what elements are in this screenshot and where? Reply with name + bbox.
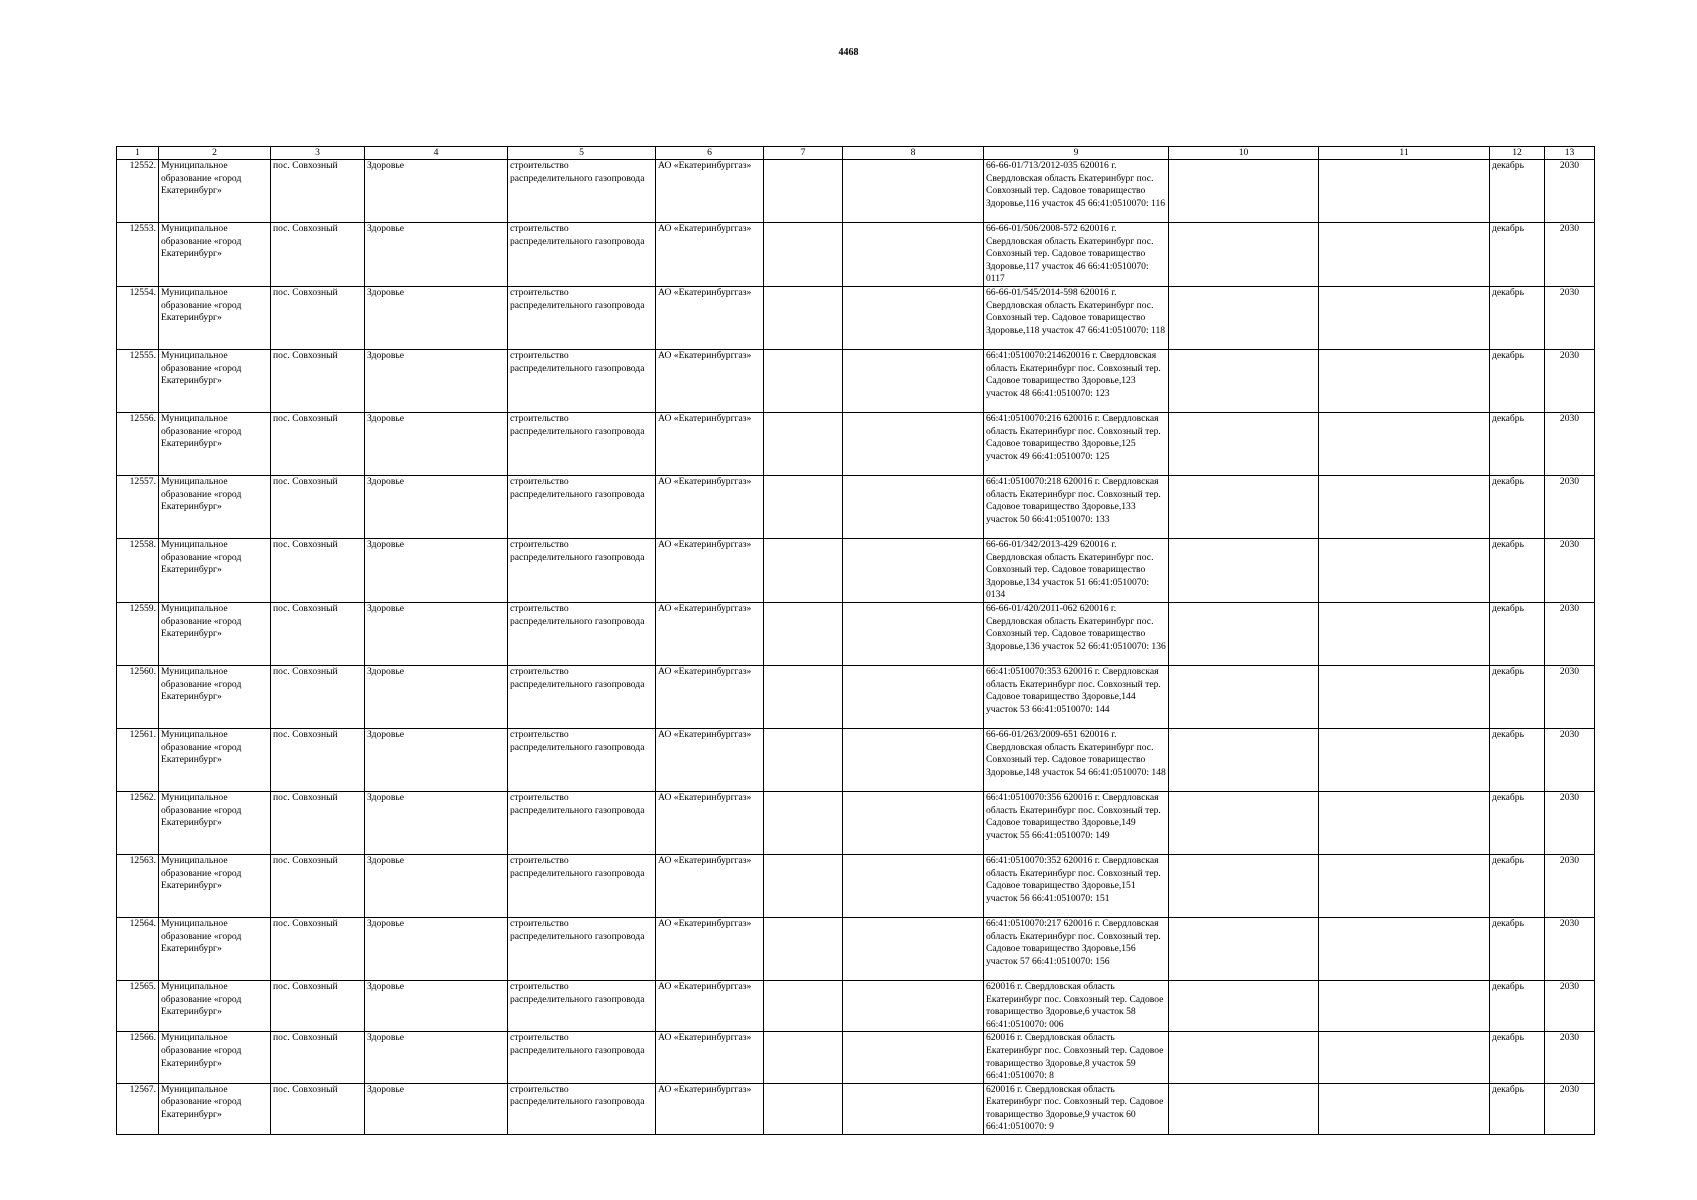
row-number-cell: 12567. (117, 1083, 159, 1134)
column-10-cell (1169, 917, 1319, 980)
cadastral-address-cell: 66:41:0510070:218 620016 г. Свердловская область Екатеринбург пос. Совхозный тер. Садовое товарищество Здоровье,133 участок 50 66:41:0510070: 133 (984, 475, 1169, 538)
column-header: 3 (271, 147, 365, 160)
municipality-cell: Муниципальное образование «город Екатеринбург» (159, 286, 271, 349)
row-number-cell: 12564. (117, 917, 159, 980)
cadastral-address-cell: 66-66-01/342/2013-429 620016 г. Свердловская область Екатеринбург пос. Совхозный тер. Садовое товарищество Здоровье,134 участок 51 66:41:0510070: 0134 (984, 538, 1169, 602)
settlement-cell: пос. Совхозный (271, 728, 365, 791)
cadastral-address-cell: 66:41:0510070:352 620016 г. Свердловская область Екатеринбург пос. Совхозный тер. Садовое товарищество Здоровье,151 участок 56 66:41:0510070: 151 (984, 854, 1169, 917)
purpose-cell: строительство распределительного газопровода (508, 475, 656, 538)
table-row (117, 791, 1595, 854)
purpose-cell: строительство распределительного газопровода (508, 728, 656, 791)
purpose-cell: строительство распределительного газопровода (508, 538, 656, 602)
table-row (117, 160, 1595, 223)
column-header: 7 (764, 147, 843, 160)
municipality-cell: Муниципальное образование «город Екатеринбург» (159, 349, 271, 412)
organization-cell: АО «Екатеринбурггаз» (656, 475, 764, 538)
year-cell: 2030 (1545, 917, 1595, 980)
column-header: 1 (117, 147, 159, 160)
municipality-cell: Муниципальное образование «город Екатеринбург» (159, 538, 271, 602)
column-8-cell (843, 349, 984, 412)
settlement-cell: пос. Совхозный (271, 1083, 365, 1134)
year-cell: 2030 (1545, 349, 1595, 412)
month-cell: декабрь (1490, 665, 1545, 728)
year-cell: 2030 (1545, 412, 1595, 475)
column-8-cell (843, 917, 984, 980)
column-header: 5 (508, 147, 656, 160)
settlement-cell: пос. Совхозный (271, 538, 365, 602)
organization-cell: АО «Екатеринбурггаз» (656, 538, 764, 602)
row-number-cell: 12552. (117, 160, 159, 223)
table-row (117, 917, 1595, 980)
municipality-cell: Муниципальное образование «город Екатеринбург» (159, 223, 271, 287)
organization-cell: АО «Екатеринбурггаз» (656, 917, 764, 980)
row-number-cell: 12560. (117, 665, 159, 728)
month-cell: декабрь (1490, 538, 1545, 602)
column-11-cell (1319, 538, 1490, 602)
organization-cell: АО «Екатеринбурггаз» (656, 665, 764, 728)
settlement-cell: пос. Совхозный (271, 412, 365, 475)
row-number-cell: 12558. (117, 538, 159, 602)
row-number-cell: 12565. (117, 980, 159, 1031)
settlement-cell: пос. Совхозный (271, 917, 365, 980)
month-cell: декабрь (1490, 728, 1545, 791)
column-header: 10 (1169, 147, 1319, 160)
organization-cell: АО «Екатеринбурггаз» (656, 160, 764, 223)
month-cell: декабрь (1490, 412, 1545, 475)
column-header: 2 (159, 147, 271, 160)
row-number-cell: 12556. (117, 412, 159, 475)
column-10-cell (1169, 412, 1319, 475)
year-cell: 2030 (1545, 602, 1595, 665)
column-11-cell (1319, 980, 1490, 1031)
year-cell: 2030 (1545, 665, 1595, 728)
purpose-cell: строительство распределительного газопровода (508, 602, 656, 665)
table-row (117, 980, 1595, 1031)
municipality-cell: Муниципальное образование «город Екатеринбург» (159, 728, 271, 791)
column-11-cell (1319, 791, 1490, 854)
municipality-cell: Муниципальное образование «город Екатеринбург» (159, 412, 271, 475)
table-row (117, 854, 1595, 917)
cadastral-address-cell: 66:41:0510070:214620016 г. Свердловская область Екатеринбург пос. Совхозный тер. Садовое товарищество Здоровье,123 участок 48 66:41:0510070: 123 (984, 349, 1169, 412)
column-header: 11 (1319, 147, 1490, 160)
column-7-cell (764, 1083, 843, 1134)
purpose-cell: строительство распределительного газопровода (508, 917, 656, 980)
organization-cell: АО «Екатеринбурггаз» (656, 412, 764, 475)
table-row (117, 1083, 1595, 1134)
row-number-cell: 12559. (117, 602, 159, 665)
column-8-cell (843, 791, 984, 854)
column-8-cell (843, 538, 984, 602)
table-row (117, 665, 1595, 728)
column-7-cell (764, 917, 843, 980)
column-8-cell (843, 223, 984, 287)
locality-cell: Здоровье (365, 475, 508, 538)
settlement-cell: пос. Совхозный (271, 160, 365, 223)
column-10-cell (1169, 475, 1319, 538)
locality-cell: Здоровье (365, 538, 508, 602)
column-7-cell (764, 412, 843, 475)
row-number-cell: 12566. (117, 1032, 159, 1083)
organization-cell: АО «Екатеринбурггаз» (656, 728, 764, 791)
year-cell: 2030 (1545, 1083, 1595, 1134)
row-number-cell: 12553. (117, 223, 159, 287)
cadastral-address-cell: 66:41:0510070:217 620016 г. Свердловская область Екатеринбург пос. Совхозный тер. Садовое товарищество Здоровье,156 участок 57 66:41:0510070: 156 (984, 917, 1169, 980)
column-11-cell (1319, 223, 1490, 287)
locality-cell: Здоровье (365, 160, 508, 223)
row-number-cell: 12555. (117, 349, 159, 412)
column-10-cell (1169, 980, 1319, 1031)
row-number-cell: 12562. (117, 791, 159, 854)
column-header: 13 (1545, 147, 1595, 160)
column-header: 8 (843, 147, 984, 160)
month-cell: декабрь (1490, 223, 1545, 287)
register-body (117, 160, 1595, 1135)
month-cell: декабрь (1490, 349, 1545, 412)
row-number-cell: 12561. (117, 728, 159, 791)
column-11-cell (1319, 665, 1490, 728)
locality-cell: Здоровье (365, 980, 508, 1031)
purpose-cell: строительство распределительного газопровода (508, 412, 656, 475)
table-row (117, 728, 1595, 791)
municipality-cell: Муниципальное образование «город Екатеринбург» (159, 980, 271, 1031)
column-header: 12 (1490, 147, 1545, 160)
row-number-cell: 12563. (117, 854, 159, 917)
column-8-cell (843, 475, 984, 538)
purpose-cell: строительство распределительного газопровода (508, 854, 656, 917)
column-8-cell (843, 602, 984, 665)
column-7-cell (764, 602, 843, 665)
cadastral-address-cell: 66-66-01/420/2011-062 620016 г. Свердловская область Екатеринбург пос. Совхозный тер. Садовое товарищество Здоровье,136 участок 52 66:41:0510070: 136 (984, 602, 1169, 665)
table-row (117, 286, 1595, 349)
month-cell: декабрь (1490, 1032, 1545, 1083)
purpose-cell: строительство распределительного газопровода (508, 665, 656, 728)
locality-cell: Здоровье (365, 1083, 508, 1134)
organization-cell: АО «Екатеринбурггаз» (656, 286, 764, 349)
column-11-cell (1319, 349, 1490, 412)
column-7-cell (764, 223, 843, 287)
column-8-cell (843, 412, 984, 475)
year-cell: 2030 (1545, 980, 1595, 1031)
table-row (117, 538, 1595, 602)
table-row (117, 412, 1595, 475)
organization-cell: АО «Екатеринбурггаз» (656, 223, 764, 287)
municipality-cell: Муниципальное образование «город Екатеринбург» (159, 160, 271, 223)
page-number: 4468 (838, 47, 859, 58)
column-7-cell (764, 728, 843, 791)
locality-cell: Здоровье (365, 728, 508, 791)
organization-cell: АО «Екатеринбурггаз» (656, 1032, 764, 1083)
settlement-cell: пос. Совхозный (271, 854, 365, 917)
column-11-cell (1319, 475, 1490, 538)
cadastral-address-cell: 66-66-01/545/2014-598 620016 г. Свердловская область Екатеринбург пос. Совхозный тер. Садовое товарищество Здоровье,118 участок 47 66:41:0510070: 118 (984, 286, 1169, 349)
month-cell: декабрь (1490, 854, 1545, 917)
column-10-cell (1169, 223, 1319, 287)
column-11-cell (1319, 602, 1490, 665)
column-8-cell (843, 728, 984, 791)
row-number-cell: 12557. (117, 475, 159, 538)
locality-cell: Здоровье (365, 602, 508, 665)
column-10-cell (1169, 1083, 1319, 1134)
organization-cell: АО «Екатеринбурггаз» (656, 1083, 764, 1134)
year-cell: 2030 (1545, 791, 1595, 854)
column-8-cell (843, 665, 984, 728)
municipality-cell: Муниципальное образование «город Екатеринбург» (159, 791, 271, 854)
column-10-cell (1169, 854, 1319, 917)
organization-cell: АО «Екатеринбурггаз» (656, 791, 764, 854)
settlement-cell: пос. Совхозный (271, 1032, 365, 1083)
month-cell: декабрь (1490, 1083, 1545, 1134)
month-cell: декабрь (1490, 286, 1545, 349)
cadastral-address-cell: 66:41:0510070:216 620016 г. Свердловская область Екатеринбург пос. Совхозный тер. Садовое товарищество Здоровье,125 участок 49 66:41:0510070: 125 (984, 412, 1169, 475)
column-8-cell (843, 854, 984, 917)
municipality-cell: Муниципальное образование «город Екатеринбург» (159, 665, 271, 728)
settlement-cell: пос. Совхозный (271, 602, 365, 665)
column-8-cell (843, 1083, 984, 1134)
column-10-cell (1169, 728, 1319, 791)
column-11-cell (1319, 854, 1490, 917)
column-header: 9 (984, 147, 1169, 160)
locality-cell: Здоровье (365, 791, 508, 854)
table-row (117, 475, 1595, 538)
column-7-cell (764, 980, 843, 1031)
year-cell: 2030 (1545, 538, 1595, 602)
column-7-cell (764, 475, 843, 538)
month-cell: декабрь (1490, 917, 1545, 980)
purpose-cell: строительство распределительного газопровода (508, 1032, 656, 1083)
purpose-cell: строительство распределительного газопровода (508, 791, 656, 854)
municipality-cell: Муниципальное образование «город Екатеринбург» (159, 1032, 271, 1083)
purpose-cell: строительство распределительного газопровода (508, 286, 656, 349)
settlement-cell: пос. Совхозный (271, 980, 365, 1031)
settlement-cell: пос. Совхозный (271, 665, 365, 728)
register-table (116, 146, 1595, 1135)
organization-cell: АО «Екатеринбурггаз» (656, 854, 764, 917)
organization-cell: АО «Екатеринбурггаз» (656, 602, 764, 665)
column-11-cell (1319, 412, 1490, 475)
column-10-cell (1169, 602, 1319, 665)
column-7-cell (764, 538, 843, 602)
settlement-cell: пос. Совхозный (271, 475, 365, 538)
cadastral-address-cell: 66-66-01/506/2008-572 620016 г. Свердловская область Екатеринбург пос. Совхозный тер. Садовое товарищество Здоровье,117 участок 46 66:41:0510070: 0117 (984, 223, 1169, 287)
year-cell: 2030 (1545, 1032, 1595, 1083)
locality-cell: Здоровье (365, 349, 508, 412)
month-cell: декабрь (1490, 791, 1545, 854)
purpose-cell: строительство распределительного газопровода (508, 349, 656, 412)
cadastral-address-cell: 66:41:0510070:353 620016 г. Свердловская область Екатеринбург пос. Совхозный тер. Садовое товарищество Здоровье,144 участок 53 66:41:0510070: 144 (984, 665, 1169, 728)
column-7-cell (764, 791, 843, 854)
year-cell: 2030 (1545, 854, 1595, 917)
column-7-cell (764, 854, 843, 917)
column-8-cell (843, 286, 984, 349)
column-11-cell (1319, 917, 1490, 980)
column-10-cell (1169, 1032, 1319, 1083)
municipality-cell: Муниципальное образование «город Екатеринбург» (159, 602, 271, 665)
settlement-cell: пос. Совхозный (271, 286, 365, 349)
column-10-cell (1169, 160, 1319, 223)
column-7-cell (764, 286, 843, 349)
municipality-cell: Муниципальное образование «город Екатеринбург» (159, 475, 271, 538)
column-11-cell (1319, 286, 1490, 349)
settlement-cell: пос. Совхозный (271, 349, 365, 412)
organization-cell: АО «Екатеринбурггаз» (656, 349, 764, 412)
table-row (117, 223, 1595, 287)
column-10-cell (1169, 538, 1319, 602)
purpose-cell: строительство распределительного газопровода (508, 160, 656, 223)
year-cell: 2030 (1545, 475, 1595, 538)
column-7-cell (764, 349, 843, 412)
settlement-cell: пос. Совхозный (271, 791, 365, 854)
column-7-cell (764, 160, 843, 223)
table-row (117, 349, 1595, 412)
column-10-cell (1169, 286, 1319, 349)
cadastral-address-cell: 66-66-01/263/2009-651 620016 г. Свердловская область Екатеринбург пос. Совхозный тер. Садовое товарищество Здоровье,148 участок 54 66:41:0510070: 148 (984, 728, 1169, 791)
municipality-cell: Муниципальное образование «город Екатеринбург» (159, 854, 271, 917)
purpose-cell: строительство распределительного газопровода (508, 980, 656, 1031)
municipality-cell: Муниципальное образование «город Екатеринбург» (159, 1083, 271, 1134)
month-cell: декабрь (1490, 475, 1545, 538)
locality-cell: Здоровье (365, 665, 508, 728)
cadastral-address-cell: 620016 г. Свердловская область Екатеринбург пос. Совхозный тер. Садовое товарищество Здоровье,6 участок 58 66:41:0510070: 006 (984, 980, 1169, 1031)
month-cell: декабрь (1490, 160, 1545, 223)
locality-cell: Здоровье (365, 854, 508, 917)
column-10-cell (1169, 349, 1319, 412)
cadastral-address-cell: 620016 г. Свердловская область Екатеринбург пос. Совхозный тер. Садовое товарищество Здоровье,9 участок 60 66:41:0510070: 9 (984, 1083, 1169, 1134)
locality-cell: Здоровье (365, 1032, 508, 1083)
settlement-cell: пос. Совхозный (271, 223, 365, 287)
locality-cell: Здоровье (365, 223, 508, 287)
column-11-cell (1319, 1032, 1490, 1083)
row-number-cell: 12554. (117, 286, 159, 349)
cadastral-address-cell: 66:41:0510070:356 620016 г. Свердловская область Екатеринбург пос. Совхозный тер. Садовое товарищество Здоровье,149 участок 55 66:41:0510070: 149 (984, 791, 1169, 854)
locality-cell: Здоровье (365, 917, 508, 980)
cadastral-address-cell: 620016 г. Свердловская область Екатеринбург пос. Совхозный тер. Садовое товарищество Здоровье,8 участок 59 66:41:0510070: 8 (984, 1032, 1169, 1083)
column-11-cell (1319, 1083, 1490, 1134)
month-cell: декабрь (1490, 602, 1545, 665)
municipality-cell: Муниципальное образование «город Екатеринбург» (159, 917, 271, 980)
column-7-cell (764, 1032, 843, 1083)
organization-cell: АО «Екатеринбурггаз» (656, 980, 764, 1031)
month-cell: декабрь (1490, 980, 1545, 1031)
column-header: 4 (365, 147, 508, 160)
column-number-row (117, 147, 1595, 160)
column-11-cell (1319, 160, 1490, 223)
column-8-cell (843, 980, 984, 1031)
year-cell: 2030 (1545, 286, 1595, 349)
column-header: 6 (656, 147, 764, 160)
column-8-cell (843, 160, 984, 223)
purpose-cell: строительство распределительного газопровода (508, 223, 656, 287)
year-cell: 2030 (1545, 223, 1595, 287)
column-7-cell (764, 665, 843, 728)
column-8-cell (843, 1032, 984, 1083)
column-10-cell (1169, 665, 1319, 728)
locality-cell: Здоровье (365, 412, 508, 475)
cadastral-address-cell: 66-66-01/713/2012-035 620016 г. Свердловская область Екатеринбург пос. Совхозный тер. Садовое товарищество Здоровье,116 участок 45 66:41:0510070: 116 (984, 160, 1169, 223)
locality-cell: Здоровье (365, 286, 508, 349)
column-10-cell (1169, 791, 1319, 854)
column-11-cell (1319, 728, 1490, 791)
year-cell: 2030 (1545, 160, 1595, 223)
table-row (117, 602, 1595, 665)
purpose-cell: строительство распределительного газопровода (508, 1083, 656, 1134)
table-row (117, 1032, 1595, 1083)
year-cell: 2030 (1545, 728, 1595, 791)
